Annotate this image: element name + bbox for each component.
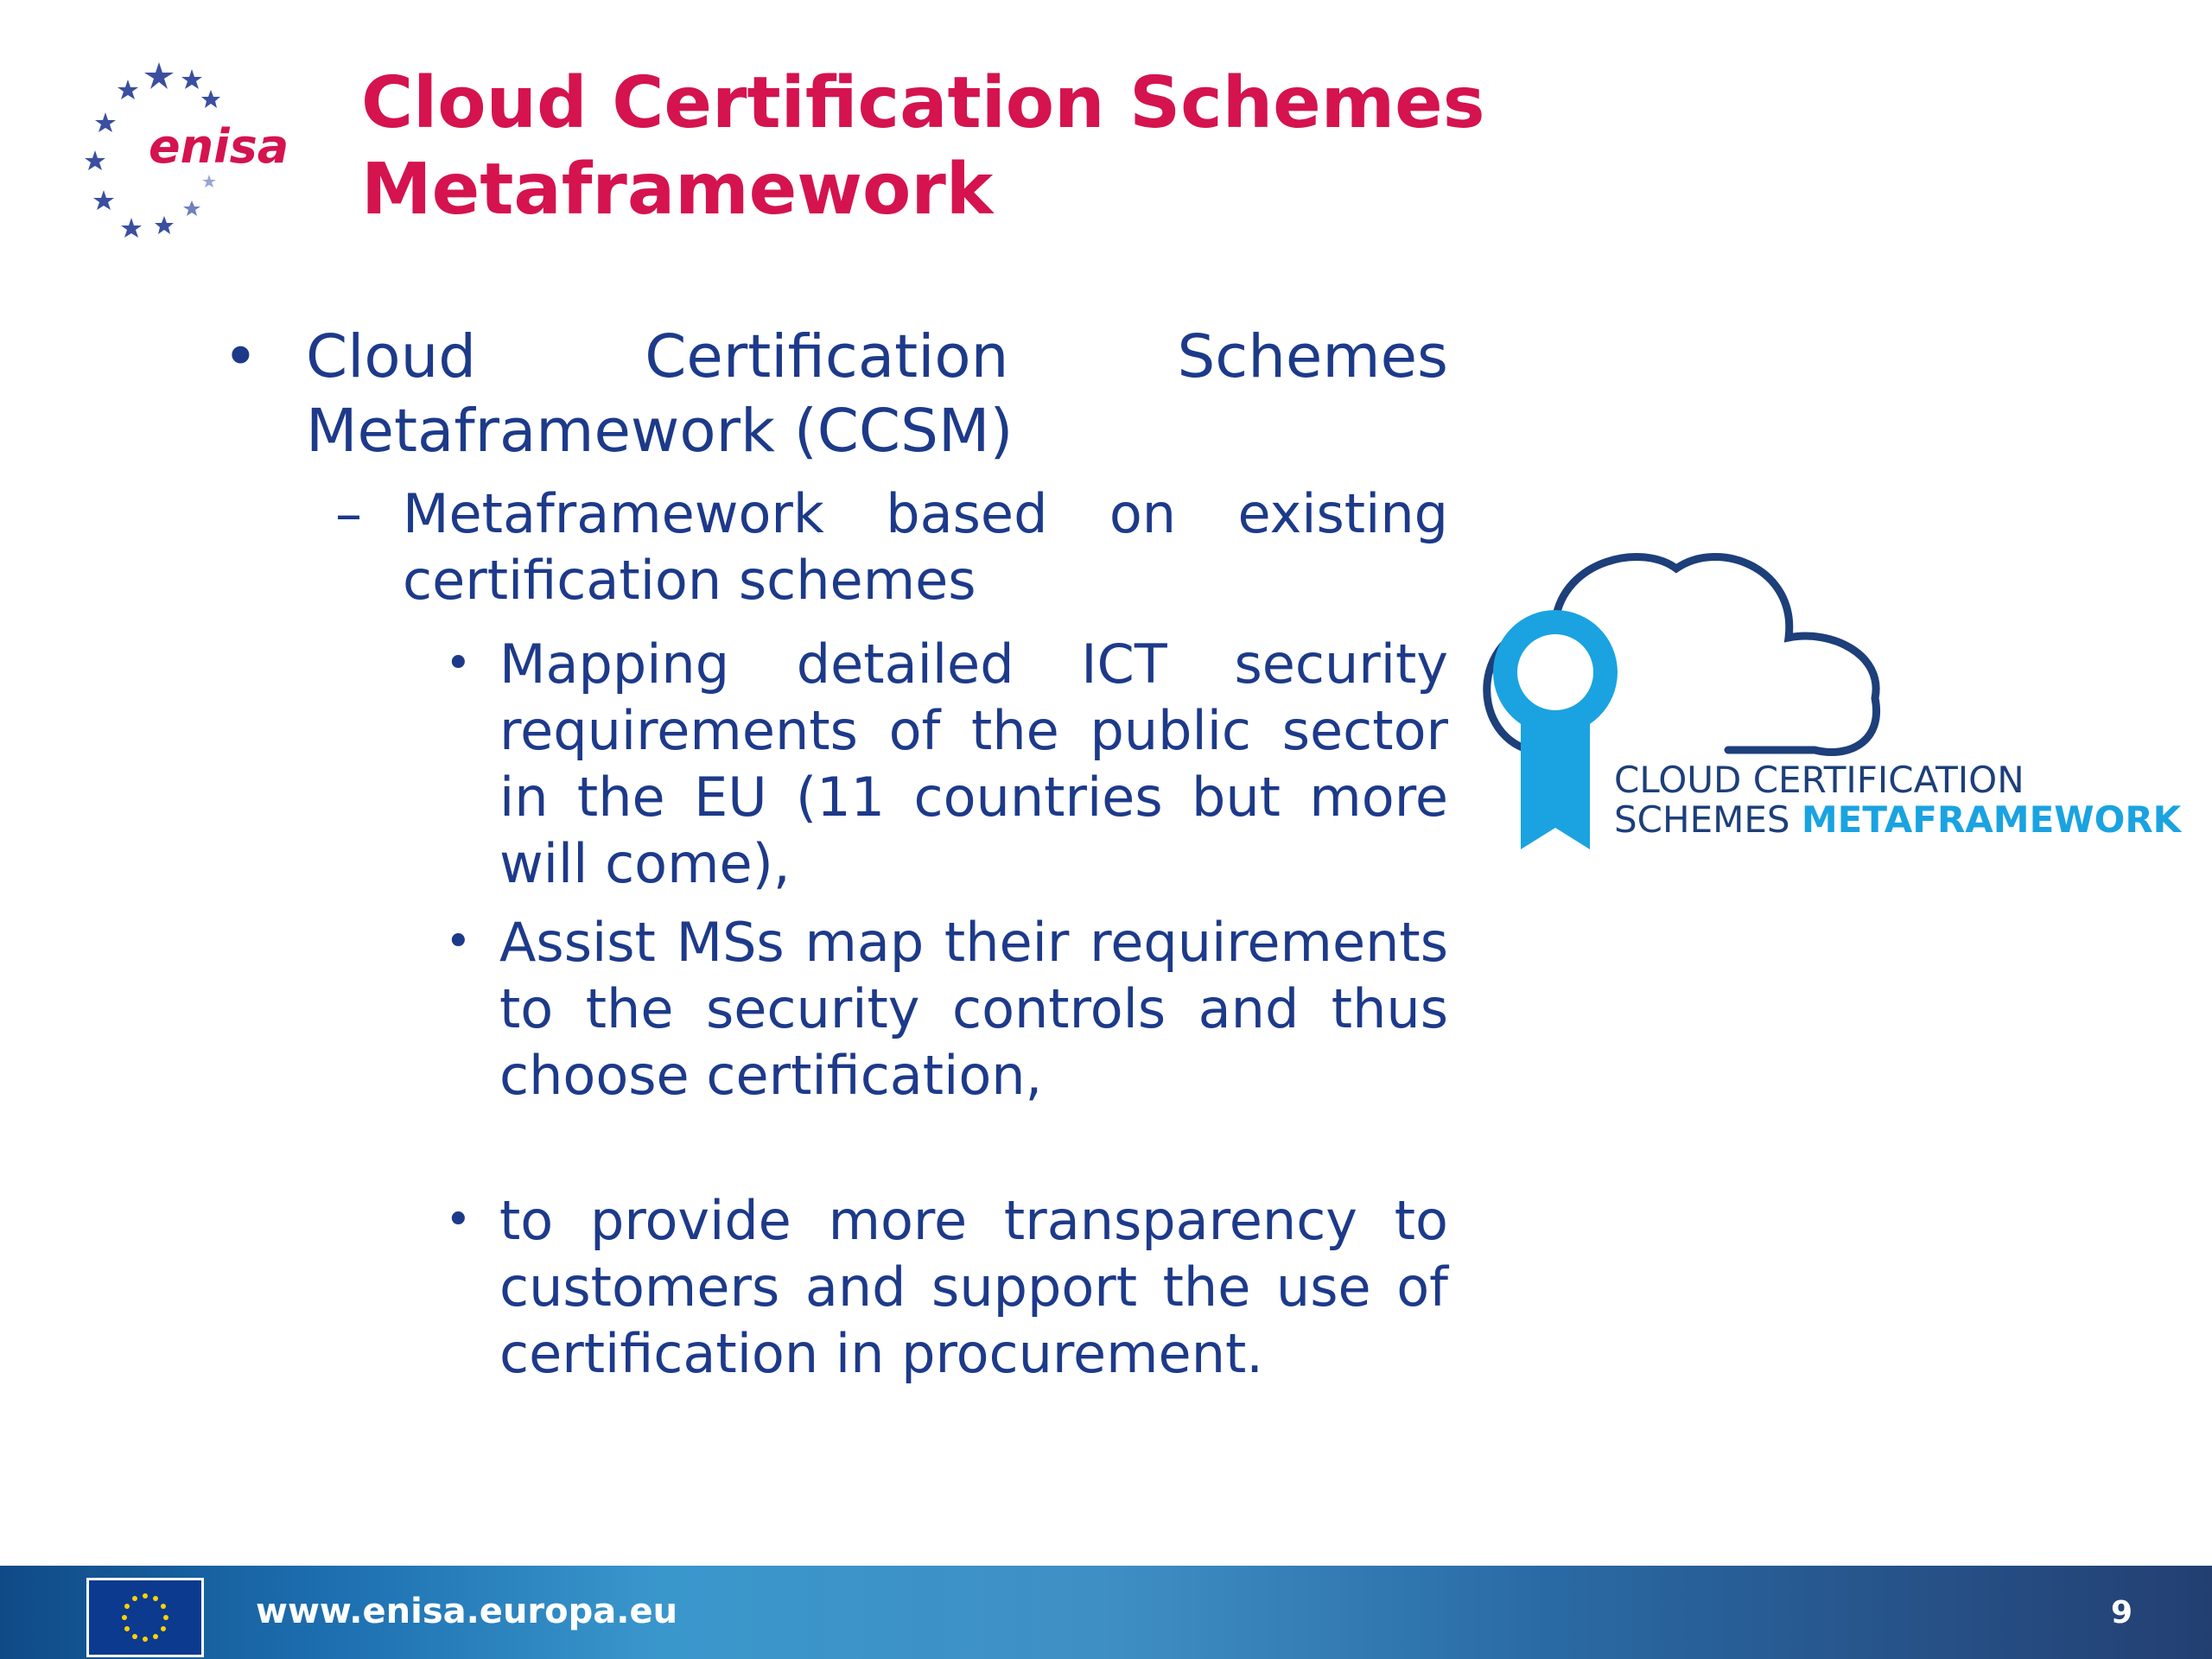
title-line-2: Metaframework [361, 149, 994, 231]
bullet-level-2: Metaframework based on existing certification schemes [403, 482, 1448, 612]
ccsm-line-2-dark: SCHEMES [1614, 798, 1802, 841]
dash-marker: – [335, 482, 362, 545]
footer-bar [0, 1566, 2212, 1659]
ccsm-line-1: CLOUD CERTIFICATION [1614, 759, 2024, 801]
title-line-1: Cloud Certification Schemes [361, 62, 1485, 144]
ccsm-logo-text [1614, 760, 2181, 840]
bullet-marker: • [223, 322, 258, 391]
bullet-marker: • [445, 638, 472, 690]
bullet-level-3-mapping: Mapping detailed ICT security requirements of the public sector in the EU (11 countries but more will come), [499, 632, 1448, 895]
enisa-wordmark: enisa [149, 119, 289, 174]
bullet-marker: • [445, 916, 472, 968]
footer-url-link[interactable]: www.enisa.europa.eu [256, 1592, 678, 1631]
bullet-level-3-transparency: to provide more transparency to customers and support the use of certification in procurement. [499, 1189, 1448, 1385]
bullet-level-1: Cloud Certification Schemes Metaframework (CCSM) [306, 322, 1448, 466]
page-number: 9 [2110, 1595, 2133, 1630]
ccsm-line-2 [1614, 800, 2181, 840]
bullet-marker: • [445, 1194, 472, 1246]
ccsm-line-2-bright: METAFRAMEWORK [1801, 798, 2182, 841]
eu-flag-icon [86, 1578, 204, 1657]
bullet-level-3-assist: Assist MSs map their requirements to the security controls and thus choose certification, [499, 911, 1448, 1107]
